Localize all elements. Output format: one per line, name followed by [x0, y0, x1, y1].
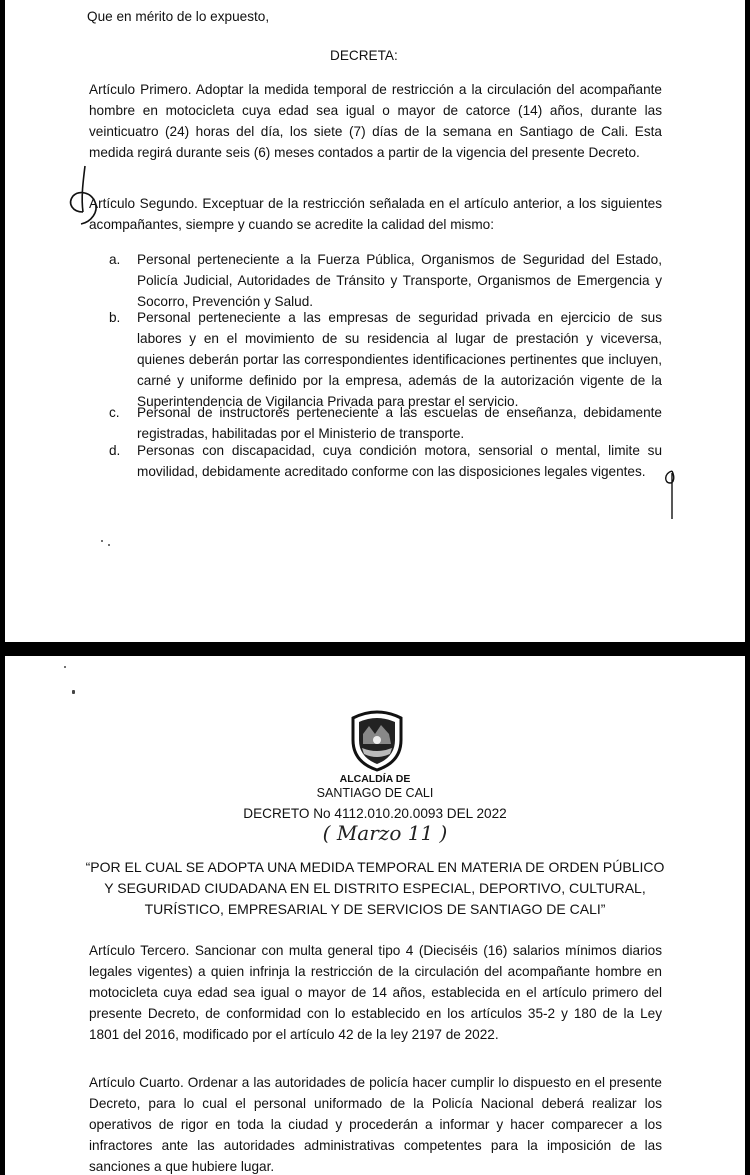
document-page-1 — [5, 0, 745, 642]
decree-number: DECRETO No 4112.010.20.0093 DEL 2022 — [243, 806, 507, 821]
list-marker: d. — [109, 443, 121, 458]
article-tercero: Artículo Tercero. Sancionar con multa general tipo 4 (Dieciséis (16) salarios mínimos diarios legales vigentes) a quien infrinja la restricción de la circulación del acompañante hombre en motocicleta cuya edad sea igual o mayor de 14 años, establecida en el artículo primero del presente Decreto, de conformidad con lo establecido en los artículos 35-2 y 180 de la Ley 1801 del 2016, modificado por el artículo 42 de la ley 2197 de 2022. — [89, 943, 662, 1042]
list-text: Personas con discapacidad, cuya condición motora, sensorial o mental, limite su movilidad, debidamente acreditado conforme con las disposiciones legales vigentes. — [137, 443, 662, 479]
article-cuarto: Artículo Cuarto. Ordenar a las autoridades de policía hacer cumplir lo dispuesto en el presente Decreto, para lo cual el personal uniformado de la Policía Nacional deberá realizar los operativos de rigor en toda la ciudad y procederán a informar y hacer comparecer a los infractores ante las autoridades administrativas competentes para la imposición de las sanciones a que hubiere lugar. — [89, 1075, 662, 1174]
handwritten-date: ( Marzo 11 ) — [322, 821, 448, 845]
article-segundo: Artículo Segundo. Exceptuar de la restricción señalada en el artículo anterior, a los siguientes acompañantes, siempre y cuando se acredite la calidad del mismo: — [89, 196, 662, 232]
intro-text: Que en mérito de lo expuesto, — [87, 9, 270, 24]
org-name-line-1: ALCALDÍA DE — [339, 773, 411, 785]
handwritten-page-number — [660, 465, 680, 521]
list-marker: a. — [109, 252, 121, 267]
list-text: Personal perteneciente a la Fuerza Pública, Organismos de Seguridad del Estado, Policía Judicial, Autoridades de Tránsito y Transporte, Organismos de Emergencia y Socorro, Prevención y Salud. — [137, 252, 662, 309]
list-text: Personal de instructores perteneciente a las escuelas de enseñanza, debidamente registradas, habilitadas por el Ministerio de transporte. — [137, 405, 662, 441]
list-marker: b. — [109, 310, 121, 325]
handwritten-mark — [65, 162, 105, 234]
article-primero: Artículo Primero. Adoptar la medida temporal de restricción a la circulación del acompañante hombre en motocicleta cuya edad sea igual o mayor de catorce (14) años, durante las veinticuatro (24) horas del día, los siete (7) días de la semana en Santiago de Cali. Esta medida regirá durante seis (6) meses contados a partir de la vigencia del presente Decreto. — [89, 82, 662, 160]
org-name-line-2: SANTIAGO DE CALI — [316, 786, 434, 800]
coat-of-arms-icon — [343, 704, 411, 772]
list-marker: c. — [109, 405, 120, 420]
decreta-heading: DECRETA: — [330, 48, 398, 63]
document-page-2 — [5, 656, 745, 1175]
list-text: Personal perteneciente a las empresas de seguridad privada en ejercicio de sus labores y en el movimiento de su residencia al lugar de prestación y viceversa, quienes deberán portar las correspondientes identificaciones pertinentes que incluyen, carné y uniforme definido por la empresa, además de la autorización vigente de la Superintendencia de Vigilancia Privada para prestar el servicio. — [137, 310, 662, 409]
decree-title: “POR EL CUAL SE ADOPTA UNA MEDIDA TEMPORAL EN MATERIA DE ORDEN PÚBLICO Y SEGURIDAD CIUDADANA EN EL DISTRITO ESPECIAL, DEPORTIVO, CULTURAL, TURÍSTICO, EMPRESARIAL Y DE SERVICIOS DE SANTIAGO DE CALI” — [85, 859, 665, 917]
